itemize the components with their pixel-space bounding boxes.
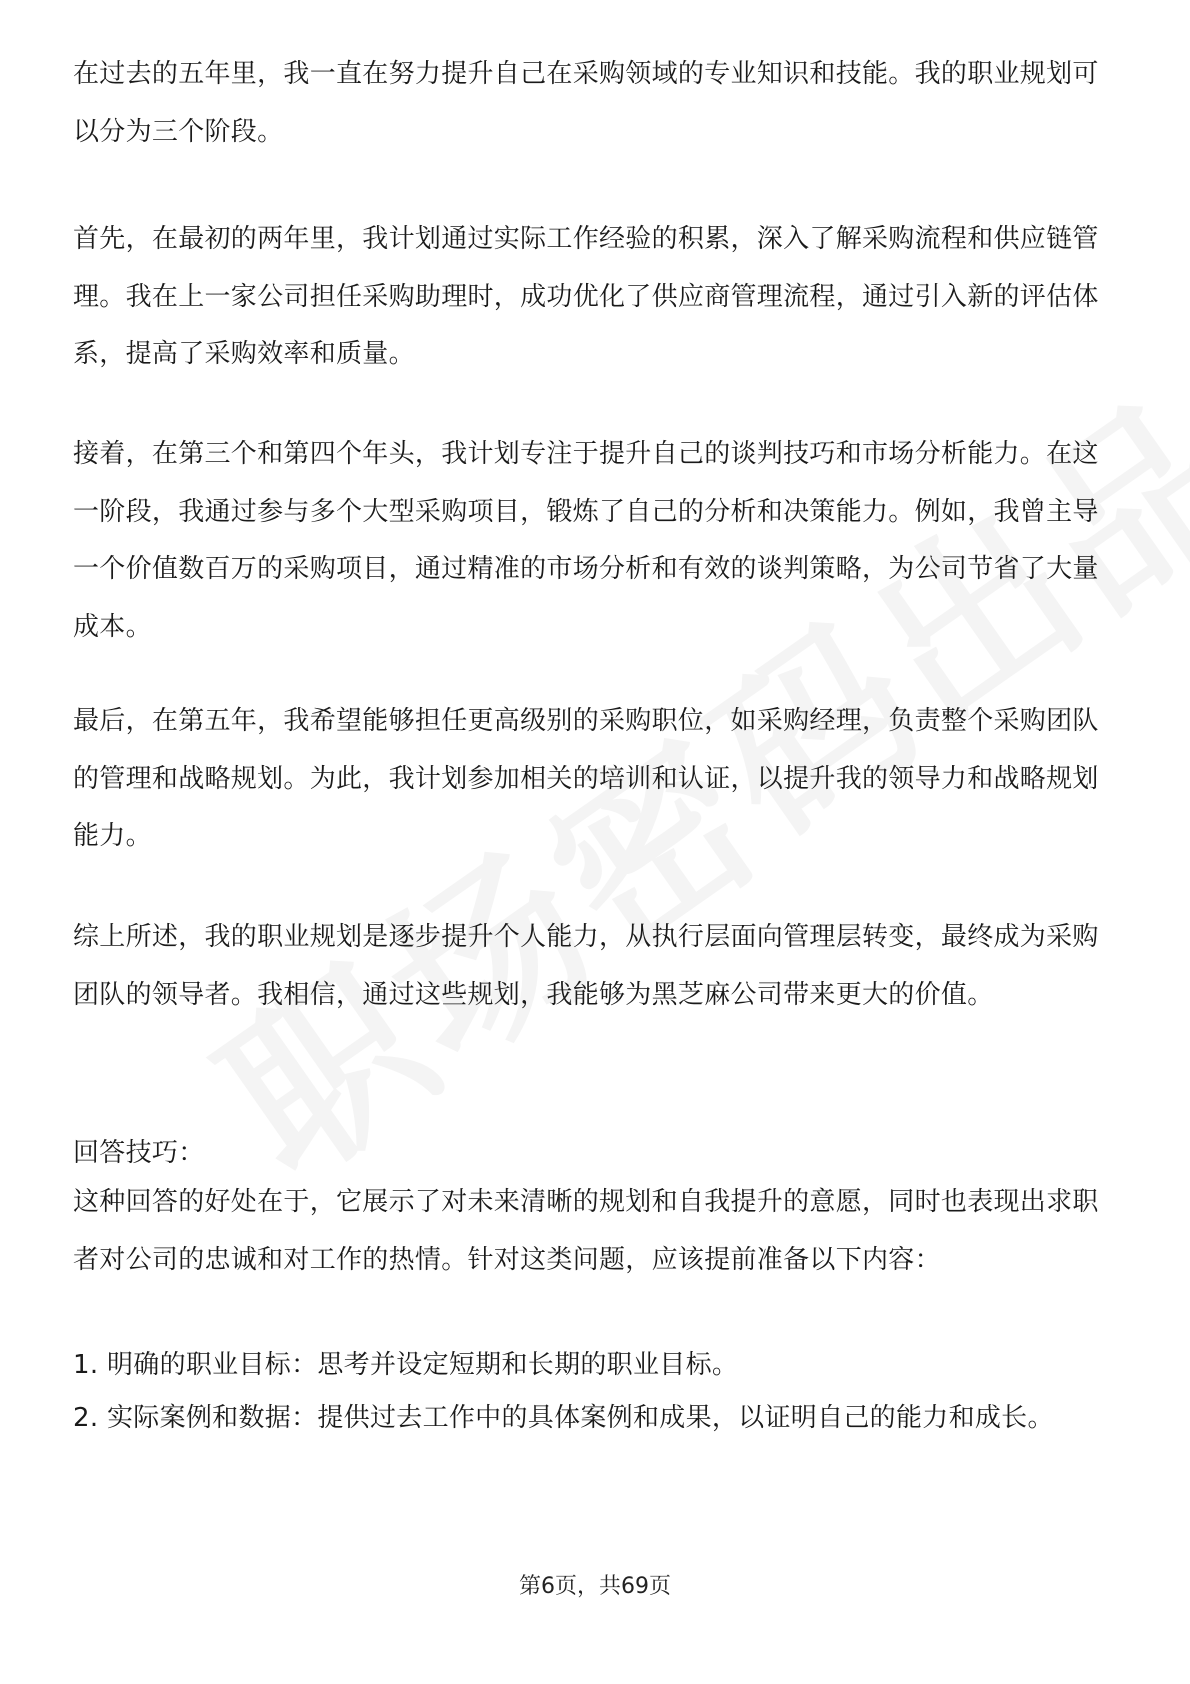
tips-heading: 回答技巧： (73, 1138, 205, 1168)
tips-item-1: 1. 明确的职业目标：思考并设定短期和长期的职业目标。 (73, 1350, 739, 1380)
paragraph-stage-three: 最后，在第五年，我希望能够担任更高级别的采购职位，如采购经理，负责整个采购团队的管理和战略规划。为此，我计划参加相关的培训和认证，以提升我的领导力和战略规划能力。 (73, 706, 1099, 851)
paragraph-intro: 在过去的五年里，我一直在努力提升自己在采购领域的专业知识和技能。我的职业规划可以分为三个阶段。 (73, 59, 1099, 147)
page-footer: 第6页，共69页 (519, 1574, 671, 1599)
paragraph-stage-one: 首先，在最初的两年里，我计划通过实际工作经验的积累，深入了解采购流程和供应链管理。我在上一家公司担任采购助理时，成功优化了供应商管理流程，通过引入新的评估体系，提高了采购效率和质量。 (73, 224, 1099, 369)
paragraph-stage-two: 接着，在第三个和第四个年头，我计划专注于提升自己的谈判技巧和市场分析能力。在这一阶段，我通过参与多个大型采购项目，锻炼了自己的分析和决策能力。例如，我曾主导一个价值数百万的采购项目，通过精准的市场分析和有效的谈判策略，为公司节省了大量成本。 (73, 439, 1099, 642)
tips-body: 这种回答的好处在于，它展示了对未来清晰的规划和自我提升的意愿，同时也表现出求职者对公司的忠诚和对工作的热情。针对这类问题，应该提前准备以下内容： (73, 1187, 1099, 1275)
tips-item-2: 2. 实际案例和数据：提供过去工作中的具体案例和成果，以证明自己的能力和成长。 (73, 1403, 1054, 1433)
paragraph-summary: 综上所述，我的职业规划是逐步提升个人能力，从执行层面向管理层转变，最终成为采购团队的领导者。我相信，通过这些规划，我能够为黑芝麻公司带来更大的价值。 (73, 922, 1099, 1010)
